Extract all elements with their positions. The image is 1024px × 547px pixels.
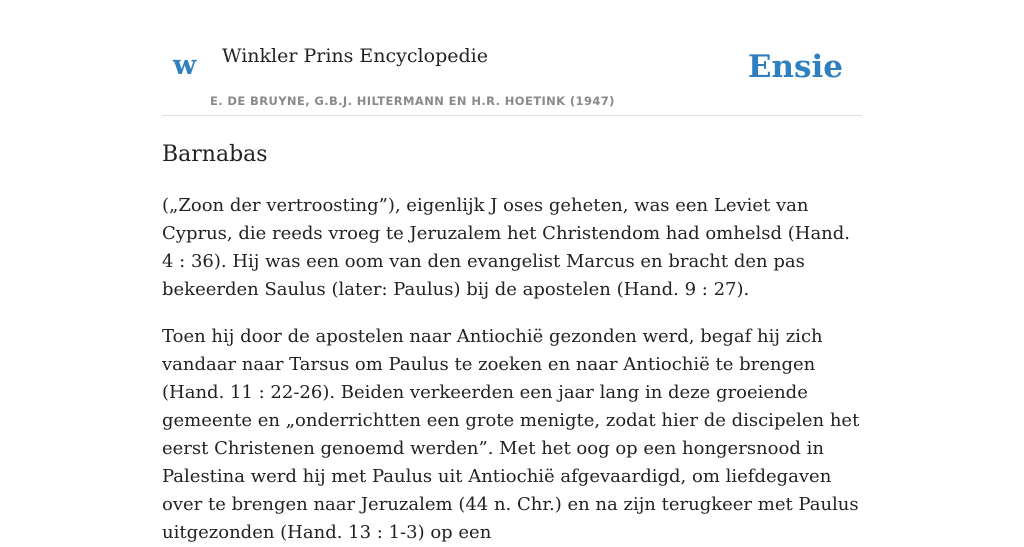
publication-authors: E. DE BRUYNE, G.B.J. HILTERMANN EN H.R. HOETINK (1947) [210, 94, 615, 108]
ensie-logo-link[interactable]: Ensie [747, 49, 843, 85]
publication-title[interactable]: Winkler Prins Encyclopedie [222, 45, 488, 67]
article [162, 138, 862, 547]
header [162, 0, 862, 116]
article-title: Barnabas [162, 142, 268, 167]
publication-logo[interactable]: w [173, 50, 197, 81]
article-paragraph: („Zoon der vertroosting”), eigenlijk J oses geheten, was een Leviet van Cyprus, die reeds vroeg te Jeruzalem het Christendom had omhelsd (Hand. 4 : 36). Hij was een oom van den evangelist Marcus en bracht den pas bekeerden Saulus (later: Paulus) bij de apostelen (Hand. 9 : 27). [162, 195, 851, 300]
article-paragraph: Toen hij door de apostelen naar Antiochië gezonden werd, begaf hij zich vandaar naar Tarsus om Paulus te zoeken en naar Antiochië te brengen (Hand. 11 : 22-26). Beiden verkeerden een jaar lang in deze groeiende gemeente en „onderrichtten een grote menigte, zodat hier de discipelen het eerst Christenen genoemd werden”. Met het oog op een hongersnood in Palestina werd hij met Paulus uit Antiochië afgevaardigd, om liefdegaven over te brengen naar Jeruzalem (44 n. Chr.) en na zijn terugkeer met Paulus uitgezonden (Hand. 13 : 1-3) op een [162, 326, 860, 543]
